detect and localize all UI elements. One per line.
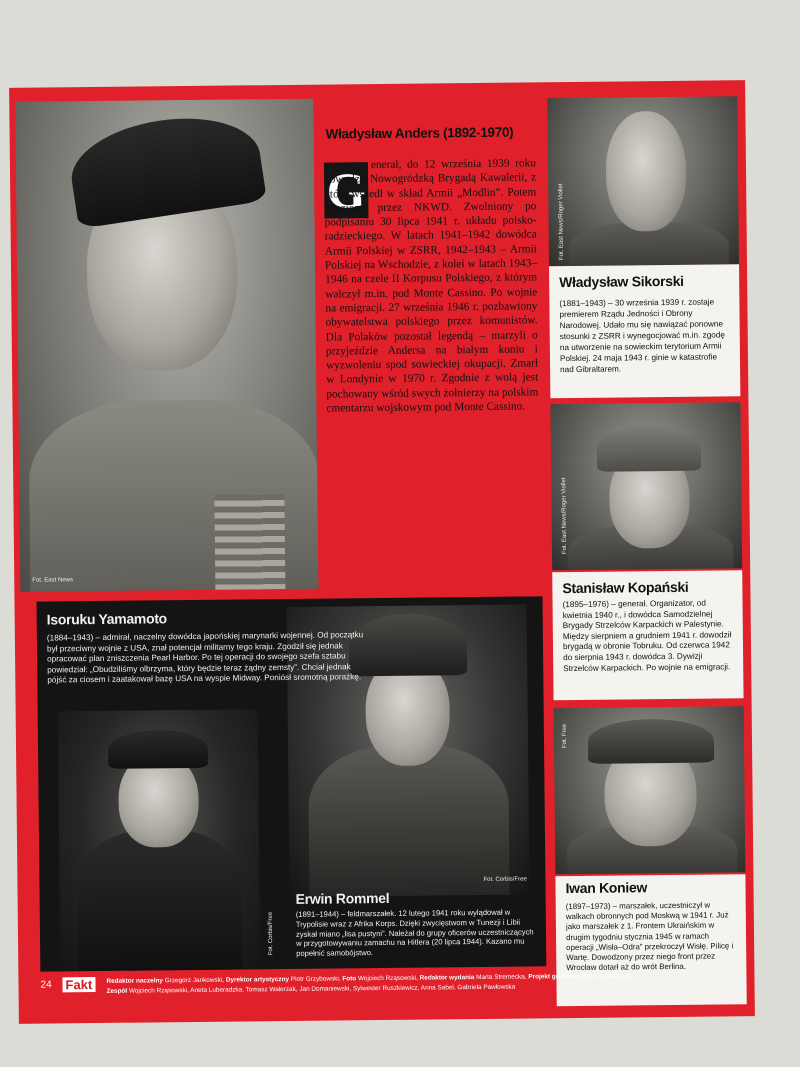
footer-line-1: Redaktor naczelny Grzegorz Jankowski, Dyrektor artystyczny Piotr Grzybowski, Foto Wojciech Rząsowski, Redaktor wydania Marta Stremecka, Projekt graficzny Piotr Grzybowski, [106,972,632,985]
footer-line-2: Zespół Wojciech Rząsowski, Aneta Luberadzka, Tomasz Walerzak, Jan Domaniewski, Sylwester Ruszkiewicz, Anna Sabel, Gabriela Pawłowska [106,983,516,995]
footer [40,972,632,1017]
yamamoto-photo [58,709,261,971]
photo-credit: Fot. East News/Roger Viollet [558,183,565,261]
photo-credit: Fot. Corbis/Free [483,876,527,883]
sikorski-name: Władysław Sikorski [559,272,684,291]
sikorski-body: (1881–1943) – 30 września 1939 r. zostaje premierem Rządu Jedności i Obrony Narodowej. Udało mu się nawiązać ponowne stosunki z ZSRR i wynegocjować m.in. zgodę na utworzenie na sowieckim terytorium Armii Polskiej. 24 maja 1943 r. ginie w katastrofie nad Gibraltarem. [559,297,725,375]
fakt-logo: Fakt [62,977,95,992]
yamamoto-name: Isoruku Yamamoto [46,610,167,628]
photo-credit: Fot. Free [561,723,569,749]
anders-body: enerał, do 12 września 1939 roku dowodził Nowogródzką Brygadą Kawalerii, z którą wszedł w skład Armii „Modlin”. Potem więziony przez NKWD. Zwolniony po podpisaniu 30 lipca 1941 r. układu polsko-radzieckiego. W latach 1941–1942 dowódca Armii Polskiej w ZSRR, 1942–1943 – Armii Polskiej na Wschodzie, z kolei w latach 1943–1946 na czele II Korpusu Polskiego, z którym walczył m.in. pod Monte Cassino. Po wojnie na emigracji. 27 września 1946 r. pozbawiony obywatelstwa polskiego przez komunistów. Dla Polaków pozostał legendą – marzyli o przyjeździe Andersa na białym koniu i wyzwoleniu spod sowieckiej okupacji. Zmarł w Londynie w 1970 r. Zgodnie z wolą jest pochowany wśród swych żołnierzy na polskim cmentarzu wojskowym pod Monte Cassino. [324,157,539,415]
kopanski-photo [550,402,742,570]
kopanski-name: Stanisław Kopański [562,578,689,597]
black-panel [37,596,547,971]
kopanski-body: (1895–1976) – generał. Organizator, od kwietnia 1940 r., i dowódca Samodzielnej Brygady Strzelców Karpackich w Palestynie. Między sierpniem a grudniem 1941 r. dowodził brygadą w obronie Tobruku. Od czerwca 1942 do sierpnia 1943 r. dowódca 3. Dywizji Strzelców Karpackich. Po wojnie na emigracji. [562,598,732,673]
anders-photo [15,99,318,592]
koniew-photo [554,706,746,874]
magazine-page [9,80,755,1024]
drop-cap-initial: G [324,162,369,218]
yamamoto-caption [47,608,366,686]
anders-title: Władysław Anders (1892-1970) [325,124,514,142]
koniew-body: (1897–1973) – marszałek, uczestniczył w walkach obronnych pod Moskwą w 1941 r. Już jako marszałek z 1. Frontem Ukraińskim w drugim tygodniu stycznia 1945 w ramach operacji „Wisła–Odra” przekroczył Wisłę. Pilicę i Wartę. Dowodzony przez niego front przez Wrocław dotarł aż do wrót Berlina. [565,900,734,973]
photo-credit: Fot. East News/Roger Viollet [561,477,569,555]
sikorski-box [549,264,740,398]
koniew-name: Iwan Koniew [565,879,648,897]
photo-credit: Fot. East News [32,577,73,584]
sikorski-photo [547,96,739,266]
anders-article [313,96,542,598]
kopanski-box [552,570,743,700]
rommel-name: Erwin Rommel [295,889,390,907]
rommel-caption [296,888,541,959]
page-number: 24 [40,979,52,991]
photo-credit: Fot. Corbis/Free [267,911,275,956]
yamamoto-body: (1884–1943) – admirał, naczelny dowódca japońskiej marynarki wojennej. Od początku był przeciwny wojnie z USA, znał potencjał militarny tego kraju. Zgodził się jednak opracować plan zniszczenia Pearl Harbor. Po tej operacji do swojego szefa sztabu powiedział: „Obudziliśmy olbrzyma, który będzie teraz żądny zemsty”. Chciał jednak pójść za ciosem i zaatakował bazę USA na wyspie Midway. Poniósł sromotną porażkę. [46,630,364,685]
rommel-body: (1891–1944) – feldmarszałek. 12 lutego 1941 roku wylądował w Trypolisie wraz z Afrika Korps. Dzięki zwycięstwom w Tunezji i Libii zyskał miano „lisa pustyni”. Należał do grupy oficerów uczestniczących w przygotowywaniu zamachu na Hitlera (20 lipca 1944). Kazano mu popełnić samobójstwo. [295,907,534,959]
